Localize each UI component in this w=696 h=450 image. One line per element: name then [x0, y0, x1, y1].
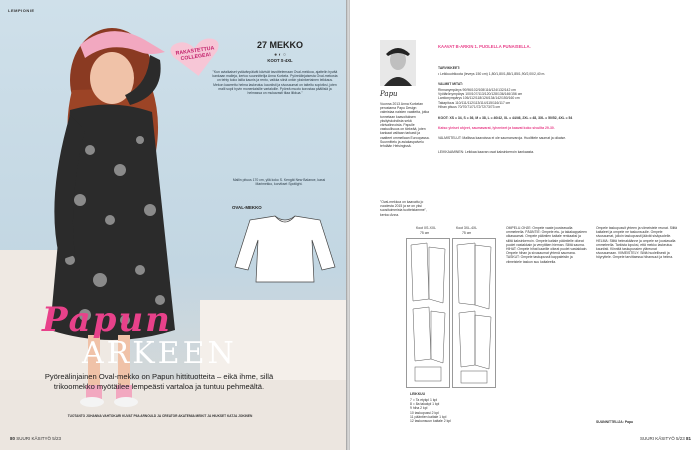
pattern-number: 27 MEKKO: [256, 40, 303, 50]
parts-list: [410, 398, 500, 423]
part-item: 8 = 8a takakpl 1 kpl: [410, 402, 440, 407]
badge-text: RAKASTETTUA COLLEGEA!: [175, 45, 215, 63]
magazine-name: SUURI KÄSITYÖ 5/23: [640, 436, 685, 441]
pattern-sheet-ref: KAAVAT B-ARKIN 1. PUOLELLA PUNAISELLA.: [438, 44, 531, 49]
pattern-layout-a: [406, 238, 450, 388]
designer-credit: SUUNNITTELIJA: Papu: [596, 420, 634, 424]
meas-row: Rinnanympärys 90/96/102/108/116/124/132/142 cm: [438, 88, 516, 92]
model-shoe-right: [114, 397, 138, 407]
page-number: 81: [686, 436, 692, 441]
meas-row: Hihan pituus 70/70/71/71/72/72/73/73 cm: [438, 104, 501, 109]
sewing-instructions-col-b: Ompele taskupussit yhteen ja viimeistele reunat. Silitä kaitaleet ja ompele ne taskunsuulle. Ompele sivusaumat, jolloin taskupussit jäävät sisäpuolelle. HELMA: Silitä helmakäänne ja ompele se joustavalla ommeleella. Tarkista lopuksi, että mekko laskeutuu kauniisti. Kiinnitä taskupussien yläreunat sivusaumaan. VIIMEISTELY: Silitä huolellisesti ja höyryttele. Ompele tarvittaessa hihansuut ja helma.: [596, 226, 678, 260]
credits: TUOTANTO JOHANNA VAHTOKARI KUVAT PIIA ARNOULD JA CREATOR AKATEMIA MEIKIT JA HIUKSET KATJA JOKINEN: [67, 414, 253, 418]
section-tag: LEMPIONIE: [8, 8, 35, 13]
part-item: 7 = Ta etykpl 1 kpl: [410, 398, 438, 402]
dress-flat-drawing: [230, 212, 340, 287]
measurements-heading: VALMIIT MITAT:: [438, 82, 463, 86]
page-number-left: [10, 436, 61, 441]
designer-quote: "Kun aviaikaiset ystävänpäivät kävivät tavoittelemaan Oval-mekkoa, ajattelin hyvää kankaan malleja, kertoo suunnittelija Anna Kurkela. Pyöreälinjaisesta Oval-mekosta on tehty koko lailla kaunis ja rento, vaikka siinä onkin yksinkertainen leikkaus. Mekon kaarrettu helma laskeutuu kauniisti ja sivusaumat on taiteltu sopiviksi, joten malli sopii hyvin monenlaisille vartaloille. Pyöreä muoto korostaa päällisiä ja helmassa on mukavasti tilaa liikkua.": [212, 70, 338, 96]
pattern-a-width: 75 cm: [420, 231, 430, 235]
designer-text: Vuonna 2013 Anna Kurkelan perustama Papu Design valmistaa naisten vaatteita, jotka tunnetaan kaavoituksen yksityiskohdista sekä värivalinnoista. Papulle vastuullisuus on tärkeää, joten kankaat valitaan tarkasti ja vaatteet ommellaan Euroopassa. Suunnittelu ja asiakaspalvelu tehdään Helsingissä.: [380, 102, 430, 149]
size-dots: ● ◐ ○: [274, 52, 286, 58]
cutting-note: LEIKKAAMINEN: Leikkaa kaavan osat kaksinkerroin kankaasta.: [438, 150, 535, 154]
meas-row: Lantionympärys 106/112/118/126/134/142/150/160 cm: [438, 96, 520, 101]
measurements-list: [438, 88, 678, 109]
sewing-instructions-col-a: OMPELU-OHJE: Ompele vaate jousteavalla ommeleella. PÄÄNTIE: Ompele etu- ja takakappaleen olkasaumat. Ompele pääntien kaitale renkaaksi ja silitä kaksinkerroin. Ompele kaitale pääntielle oikeat puolet vastakkain ja venyttäen hieman. Silitä sauma. HIHAT: Ompele hihat kaarille oikeat puolet vastakkain. Ompele hihan ja sivusaumat yhtenä saumana. TASKUT: Ompele taskupussit kappaleisiin ja viimeistele taskun suu kaitaleella.: [506, 226, 588, 264]
magazine-name: SUURI KÄSITYÖ 5/23: [16, 436, 62, 441]
part-item: 12 taskunsuun kaitale 2 kpl: [410, 419, 451, 424]
category-label: OVAL-MEKKO: [232, 205, 262, 210]
right-page: [350, 0, 696, 450]
left-page: [0, 0, 346, 450]
materials-heading: TARVIKKEET:: [438, 66, 461, 70]
pattern-b-label: Koot 3XL-4XL: [456, 226, 478, 230]
part-item: 10 taskupussi 2 kpl: [410, 410, 439, 415]
pattern-layout-b: [452, 238, 496, 388]
part-item: 11 pääntien kaitale 1 kpl: [410, 414, 447, 419]
seam-note: Katso yleiset ohjeet, saumavarat, lyhenteet ja kaavat koko sivuilta 29-30.: [438, 126, 555, 130]
sizes-label: KOOT S-4XL: [267, 58, 293, 63]
title-script: Papun: [42, 300, 172, 340]
part-item: 9 hiha 2 kpl: [410, 406, 428, 411]
sizes-line: KOOT: XS = 34, S = 36, M = 38, L = 40/42, XL = 44/46, 2XL = 48, 3XL = 50/52, 4XL = 54: [438, 116, 573, 120]
lead-text: Pyöreälinjainen Oval-mekko on Papun hittituotteita – eikä ihme, sillä trikoomekko myötäilee lempeästi vartaloa ja tuntuu pehmeältä.: [44, 372, 274, 391]
pattern-a-label: Koot XS-XXL: [416, 226, 436, 230]
page-number: 80: [10, 436, 16, 441]
finish-note: VALMISTELUT: Mallissa kaavoissa ei ole saumanvaroja. Huolittele saumat ja oikaise.: [438, 136, 567, 140]
model-shoe-left: [80, 397, 104, 407]
meas-row: Vyötärönympärys 100/107/113/120/128/136/146/156 cm: [438, 92, 523, 97]
materials-text: • Leikkuutrikoota (leveys 150 cm) 1,80/1,80/1,85/1,85/1,90/2,00/2,40 m.: [438, 72, 546, 76]
model-caption: Mallin pituus 170 cm, yllä koko S. Kengät New Balance, kassi Marimekko, korvikset Spotlight.: [232, 178, 326, 187]
page-number-right: [640, 436, 691, 441]
designer-photo: [380, 40, 416, 86]
designer-name: Papu: [380, 90, 398, 98]
title-main: ARKEEN: [82, 336, 237, 371]
parts-heading: LEIKKUU: [410, 392, 426, 396]
pattern-b-width: 75 cm: [462, 231, 472, 235]
designer-quote-right: "Oval-mekkoa on kaavattu jo vuodesta 2015 ja se on yksi suosituimmista tuotteistamme", kertoo Anna.: [380, 200, 427, 217]
meas-row: Takapituus 110/111/112/113/114/115/116/117 cm: [438, 100, 511, 105]
